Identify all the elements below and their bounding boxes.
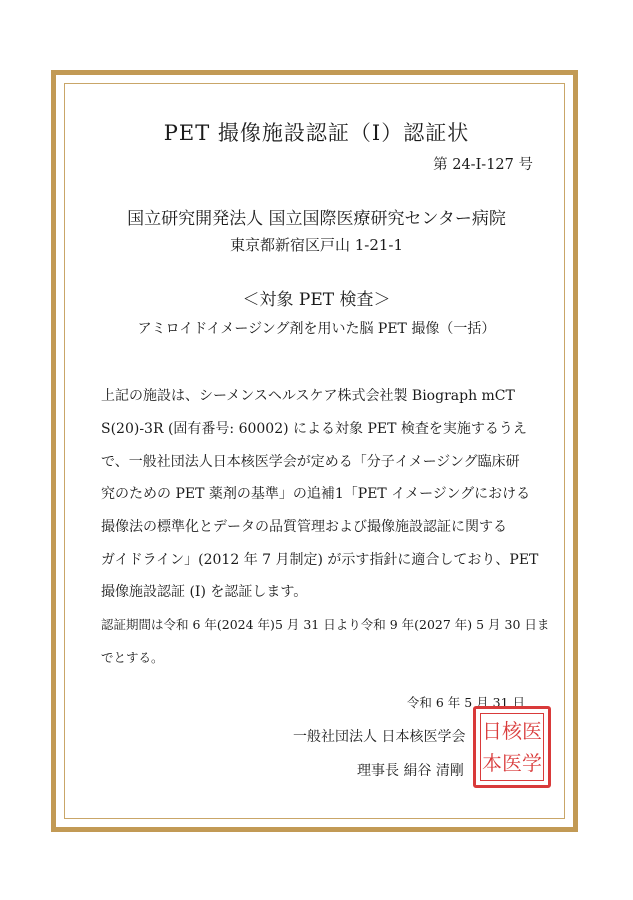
body-line: 撮像法の標準化とデータの品質管理および撮像施設認証に関する — [101, 519, 507, 535]
seal-char: 医 — [522, 719, 542, 743]
body-line: 究のための PET 薬剤の基準」の追補1「PET イメージングにおける — [101, 486, 531, 502]
body-line: 撮像施設認証 (I) を認証します。 — [101, 584, 308, 600]
target-exam-description: アミロイドイメージング剤を用いた脳 PET 撮像（一括） — [137, 321, 496, 337]
seal-char: 学 — [522, 751, 542, 775]
target-exam-heading: ＜対象 PET 検査＞ — [242, 290, 391, 310]
issuer-name: 一般社団法人 日本核医学会 — [293, 729, 466, 745]
body-line: ガイドライン」(2012 年 7 月制定) が示す指針に適合しており、PET — [101, 552, 539, 568]
seal-characters — [482, 715, 542, 779]
certificate-title: PET 撮像施設認証（I）認証状 — [163, 121, 470, 145]
seal-char: 核 — [502, 719, 522, 743]
chairman-name: 理事長 絹谷 清剛 — [357, 763, 464, 779]
issue-date: 令和 6 年 5 月 31 日 — [406, 695, 525, 710]
validity-period-line: 認証期間は令和 6 年(2024 年)5 月 31 日より令和 9 年(2027 年) 5 月 30 日ま — [101, 617, 550, 632]
body-line: で、一般社団法人日本核医学会が定める「分子イメージング臨床研 — [101, 454, 520, 470]
official-seal-stamp — [473, 706, 551, 788]
seal-char: 医 — [502, 751, 522, 775]
facility-name: 国立研究開発法人 国立国際医療研究センター病院 — [127, 209, 506, 229]
seal-char: 本 — [482, 751, 502, 775]
validity-period-line: でとする。 — [101, 650, 164, 665]
certificate-number: 第 24-I-127 号 — [433, 157, 533, 173]
body-line: S(20)-3R (固有番号: 60002) による対象 PET 検査を実施するうえ — [101, 421, 527, 437]
body-line: 上記の施設は、シーメンスヘルスケア株式会社製 Biograph mCT — [101, 388, 515, 404]
facility-address: 東京都新宿区戸山 1-21-1 — [229, 236, 404, 254]
seal-char: 日 — [482, 719, 502, 743]
